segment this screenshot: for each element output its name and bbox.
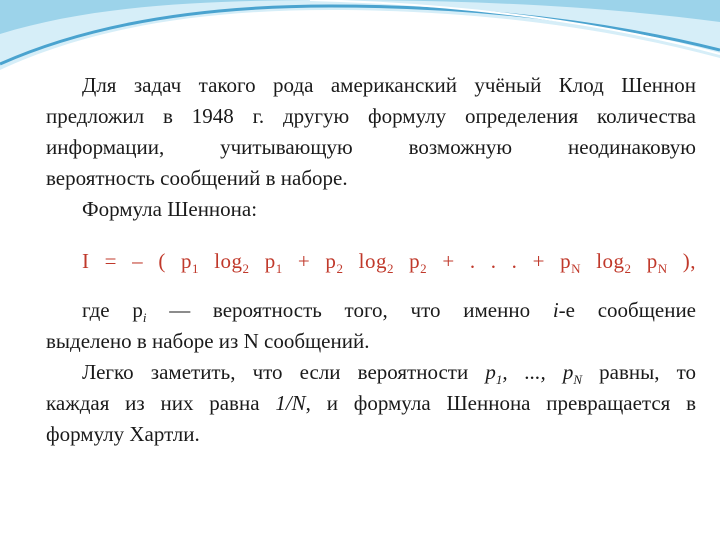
paragraph-intro-line1: Для задач такого рода американский учёный Клод Шеннон bbox=[82, 73, 696, 97]
paragraph-probability-line1: где $p_i$ — вероятность того, что именно i-е сообщение bbox=[82, 298, 697, 326]
paragraph-hartley-line1: Легко заметить, что если вероятности $p_1$, ..., $p_N$ равны, то bbox=[82, 360, 696, 388]
formula-label: Формула Шеннона: bbox=[82, 197, 258, 221]
paragraph-intro-line2: предложил в 1948 г. другую формулу определения количества bbox=[46, 104, 696, 128]
slide-text bbox=[46, 70, 696, 450]
paragraph-intro-line3: информации, учитывающую возможную неодинаковую bbox=[46, 135, 696, 159]
paragraph-probability-line2: выделено в наборе из N сообщений. bbox=[46, 329, 370, 353]
paragraph-hartley-line3: формулу Хартли. bbox=[46, 422, 200, 446]
paragraph-hartley-line2: каждая из них равна 1/N, и формула Шеннона превращается в bbox=[46, 391, 697, 415]
paragraph-intro-line4: вероятность сообщений в наборе. bbox=[46, 166, 348, 190]
shannon-formula: I = – ( $p_1$ $\log_2 p_1 + p_2$ $\log_2 p_2$ + . . . + $p_N$ $\log_2 p_N$ ), bbox=[82, 249, 697, 277]
